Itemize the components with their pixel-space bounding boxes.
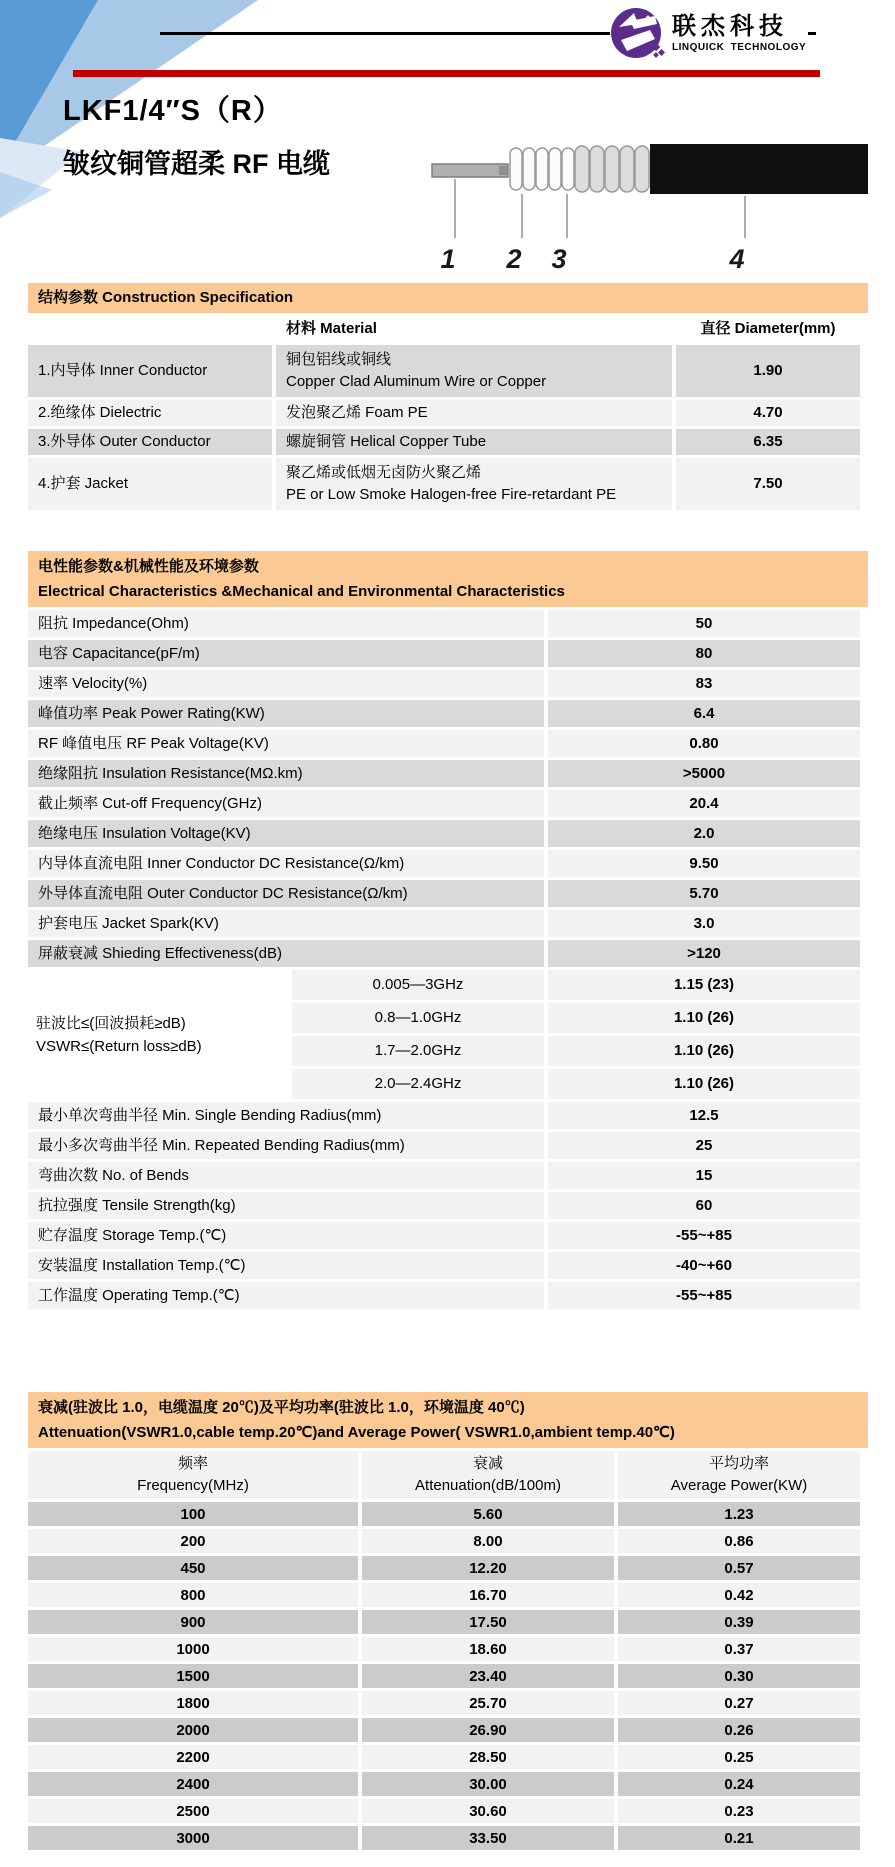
table-row: 900 17.50 0.39 <box>28 1610 860 1634</box>
table-row: 最小单次弯曲半径 Min. Single Bending Radius(mm) 12.5 <box>28 1102 860 1129</box>
column-header-material: 材料 Material <box>276 316 672 342</box>
table-row: 450 12.20 0.57 <box>28 1556 860 1580</box>
linquick-logo-icon <box>610 6 666 62</box>
table-row: 3.外导体 Outer Conductor 螺旋铜管 Helical Copper Tube 6.35 <box>28 429 860 455</box>
table-row: 外导体直流电阻 Outer Conductor DC Resistance(Ω/km) 5.70 <box>28 880 860 907</box>
table-row: 绝缘电压 Insulation Voltage(KV) 2.0 <box>28 820 860 847</box>
table-row: 贮存温度 Storage Temp.(℃) -55~+85 <box>28 1222 860 1249</box>
table-header-row <box>28 316 860 342</box>
table-row: 1500 23.40 0.30 <box>28 1664 860 1688</box>
column-header-average-power: 平均功率 Average Power(KW) <box>618 1451 860 1499</box>
table-row: 2200 28.50 0.25 <box>28 1745 860 1769</box>
table-row: 峰值功率 Peak Power Rating(KW) 6.4 <box>28 700 860 727</box>
electrical-table <box>24 607 864 1312</box>
table-row: 2000 26.90 0.26 <box>28 1718 860 1742</box>
attenuation-table <box>24 1448 864 1853</box>
section-title-electrical: 电性能参数&机械性能及环境参数 Electrical Characteristics &Mechanical and Environmental Characteristics <box>28 551 868 607</box>
table-row: 速率 Velocity(%) 83 <box>28 670 860 697</box>
table-row: 工作温度 Operating Temp.(℃) -55~+85 <box>28 1282 860 1309</box>
table-row: 1.内导体 Inner Conductor 铜包铝线或铜线 Copper Clad Aluminum Wire or Copper 1.90 <box>28 345 860 397</box>
table-header-row <box>28 1451 860 1499</box>
red-divider-rule <box>73 70 820 77</box>
vswr-label: 驻波比≤(回波损耗≥dB) VSWR≤(Return loss≥dB) <box>28 970 288 1099</box>
column-header-frequency: 频率 Frequency(MHz) <box>28 1451 358 1499</box>
table-row: RF 峰值电压 RF Peak Voltage(KV) 0.80 <box>28 730 860 757</box>
model-title: LKF1/4″S（R） <box>63 95 283 127</box>
company-logo <box>610 4 808 64</box>
cable-diagram <box>360 142 880 282</box>
column-header-attenuation: 衰减 Attenuation(dB/100m) <box>362 1451 614 1499</box>
brand-name-en: LINQUICK TECHNOLOGY <box>672 42 807 53</box>
table-row: 抗拉强度 Tensile Strength(kg) 60 <box>28 1192 860 1219</box>
section-title-construction: 结构参数 Construction Specification <box>28 283 868 313</box>
table-row: 安装温度 Installation Temp.(℃) -40~+60 <box>28 1252 860 1279</box>
table-row: 1000 18.60 0.37 <box>28 1637 860 1661</box>
brand-name-cn: 联杰科技 <box>672 13 788 40</box>
table-row: 护套电压 Jacket Spark(KV) 3.0 <box>28 910 860 937</box>
table-row: 弯曲次数 No. of Bends 15 <box>28 1162 860 1189</box>
table-row: 屏蔽衰减 Shieding Effectiveness(dB) >120 <box>28 940 860 967</box>
table-row: 200 8.00 0.86 <box>28 1529 860 1553</box>
table-row: 800 16.70 0.42 <box>28 1583 860 1607</box>
table-row: 1800 25.70 0.27 <box>28 1691 860 1715</box>
construction-table <box>24 313 864 513</box>
table-row: 阻抗 Impedance(Ohm) 50 <box>28 610 860 637</box>
vswr-row: 0.8—1.0GHz 1.10 (26) <box>28 1003 860 1033</box>
table-row: 绝缘阻抗 Insulation Resistance(MΩ.km) >5000 <box>28 760 860 787</box>
table-row: 2500 30.60 0.23 <box>28 1799 860 1823</box>
column-header-diameter: 直径 Diameter(mm) <box>676 316 860 342</box>
vswr-row: 1.7—2.0GHz 1.10 (26) <box>28 1036 860 1066</box>
table-row: 截止频率 Cut-off Frequency(GHz) 20.4 <box>28 790 860 817</box>
table-row: 电容 Capacitance(pF/m) 80 <box>28 640 860 667</box>
table-row: 最小多次弯曲半径 Min. Repeated Bending Radius(mm) 25 <box>28 1132 860 1159</box>
table-row: 2400 30.00 0.24 <box>28 1772 860 1796</box>
diagram-label-4: 4 <box>729 244 745 274</box>
table-row: 内导体直流电阻 Inner Conductor DC Resistance(Ω/km) 9.50 <box>28 850 860 877</box>
diagram-label-1: 1 <box>440 244 456 274</box>
diagram-label-2: 2 <box>506 244 522 274</box>
table-row: 4.护套 Jacket 聚乙烯或低烟无卤防火聚乙烯 PE or Low Smoke Halogen-free Fire-retardant PE 7.50 <box>28 458 860 510</box>
table-row: 3000 33.50 0.21 <box>28 1826 860 1850</box>
product-title: 皱纹铜管超柔 RF 电缆 <box>63 149 330 179</box>
table-row: 100 5.60 1.23 <box>28 1502 860 1526</box>
diagram-label-3: 3 <box>551 244 567 274</box>
section-title-attenuation: 衰减(驻波比 1.0，电缆温度 20℃)及平均功率(驻波比 1.0，环境温度 40℃) Attenuation(VSWR1.0,cable temp.20℃)and Average Power( VSWR1.0,ambient temp.40℃) <box>28 1392 868 1448</box>
vswr-row: 2.0—2.4GHz 1.10 (26) <box>28 1069 860 1099</box>
vswr-row: 驻波比≤(回波损耗≥dB) VSWR≤(Return loss≥dB) 0.005—3GHz 1.15 (23) <box>28 970 860 1000</box>
table-row: 2.绝缘体 Dielectric 发泡聚乙烯 Foam PE 4.70 <box>28 400 860 426</box>
